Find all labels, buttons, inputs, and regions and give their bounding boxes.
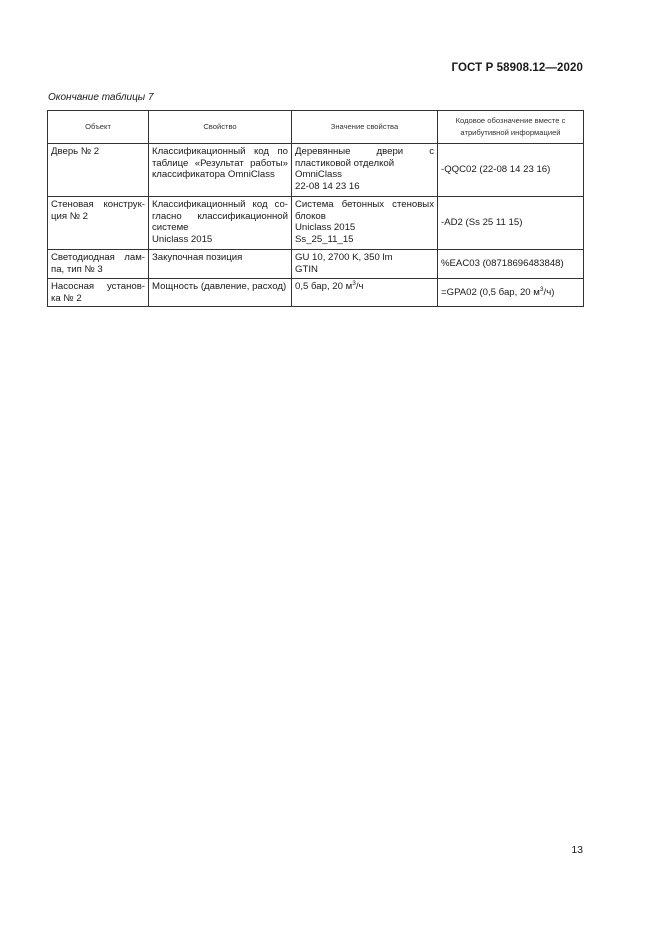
table-row bbox=[48, 279, 584, 307]
cell-line: Мощность (давление, расход) bbox=[152, 281, 287, 292]
column-header-value: Значение свойства bbox=[292, 111, 438, 144]
column-header-property: Свойство bbox=[149, 111, 292, 144]
value-superscript: 3 bbox=[352, 279, 356, 287]
column-header-object: Объект bbox=[48, 111, 149, 144]
cell-line: Uniclass 2015 bbox=[152, 233, 213, 245]
cell-property bbox=[149, 144, 292, 197]
table-row bbox=[48, 144, 584, 197]
cell-property bbox=[149, 250, 292, 279]
cell-object bbox=[48, 197, 149, 250]
cell-object bbox=[48, 144, 149, 197]
table-caption: Окончание таблицы 7 bbox=[48, 92, 154, 103]
cell-line: Классификационный код по bbox=[152, 146, 288, 157]
table-row bbox=[48, 250, 584, 279]
value-text: 0,5 бар, 20 м bbox=[295, 281, 353, 292]
cell-line: Дверь № 2 bbox=[51, 146, 100, 157]
cell-line: ция № 2 bbox=[51, 210, 89, 222]
cell-line: пластиковой отделкой bbox=[295, 157, 395, 169]
table-row bbox=[48, 197, 584, 250]
code-superscript: 3 bbox=[539, 285, 544, 293]
cell-value bbox=[292, 279, 438, 307]
cell-object bbox=[48, 250, 149, 279]
cell-line: GTIN bbox=[295, 263, 318, 275]
cell-line: ка № 2 bbox=[51, 292, 82, 304]
cell-line: Стеновая конструк- bbox=[51, 199, 145, 210]
cell-line: системе bbox=[152, 222, 189, 234]
cell-line: блоков bbox=[295, 210, 326, 222]
cell-line: Система бетонных стеновых bbox=[295, 199, 434, 210]
cell-line: Классификационный код со- bbox=[152, 199, 288, 210]
page-number: 13 bbox=[571, 844, 583, 856]
cell-code: -QQC02 (22-08 14 23 16) bbox=[438, 144, 584, 197]
properties-table bbox=[47, 110, 584, 307]
cell-property bbox=[149, 197, 292, 250]
cell-line: Насосная установ- bbox=[51, 281, 145, 292]
cell-line: Светодиодная лам- bbox=[51, 252, 145, 263]
cell-line: Деревянные двери с bbox=[295, 146, 434, 157]
cell-line: классификатора OmniClass bbox=[152, 169, 275, 181]
cell-value bbox=[292, 250, 438, 279]
code-text: =GPA02 (0,5 бар, 20 м bbox=[441, 286, 540, 298]
column-header-code: Кодовое обозначение вместе с атрибутивной информацией bbox=[438, 111, 584, 144]
cell-line: GU 10, 2700 K, 350 lm bbox=[295, 252, 393, 263]
document-code: ГОСТ Р 58908.12—2020 bbox=[451, 62, 583, 74]
cell-line: таблице «Результат работы» bbox=[152, 157, 288, 169]
cell-line: 22-08 14 23 16 bbox=[295, 180, 360, 192]
cell-line: па, тип № 3 bbox=[51, 263, 103, 275]
cell-code: -AD2 (Ss 25 11 15) bbox=[438, 197, 584, 250]
cell-code: %EAC03 (08718696483848) bbox=[438, 250, 584, 279]
cell-line: Закупочная позиция bbox=[152, 252, 243, 263]
cell-code bbox=[438, 279, 584, 307]
cell-object bbox=[48, 279, 149, 307]
cell-line: Ss_25_11_15 bbox=[295, 233, 354, 245]
cell-line: гласно классификационной bbox=[152, 210, 288, 222]
cell-line: Uniclass 2015 bbox=[295, 222, 356, 234]
value-unit: /ч bbox=[355, 281, 364, 292]
cell-line: OmniClass bbox=[295, 169, 342, 181]
cell-value bbox=[292, 144, 438, 197]
cell-value bbox=[292, 197, 438, 250]
table-header-row bbox=[48, 111, 584, 144]
cell-property bbox=[149, 279, 292, 307]
code-unit: /ч) bbox=[543, 286, 555, 298]
